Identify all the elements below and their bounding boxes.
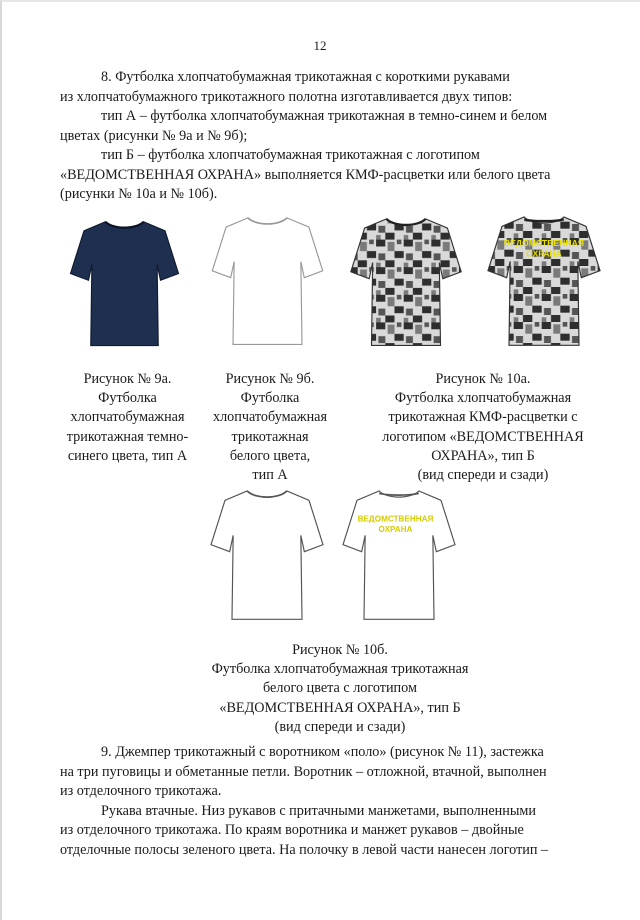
caption-fig9b	[200, 370, 340, 485]
para8-line: из хлопчатобумажного трикотажного полотна изготавливается двух типов:	[60, 88, 513, 105]
caption-line: Рисунок № 9а.	[83, 371, 172, 387]
caption-line: трикотажная темно-	[66, 428, 189, 445]
para9-line: 9. Джемпер трикотажный с воротником «поло» (рисунок № 11), застежка	[101, 744, 544, 760]
caption-line: трикотажная КМФ-расцветки с	[388, 409, 578, 426]
caption-fig10b	[170, 641, 510, 737]
para8-line: 8. Футболка хлопчатобумажная трикотажная с короткими рукавами	[101, 69, 510, 85]
caption-fig9a	[55, 370, 200, 466]
para9-line: на три пуговицы и обметанные петли. Воротник – отложной, втачной, выполнен	[60, 763, 547, 780]
caption-line: синего цвета, тип А	[67, 447, 188, 464]
para9-line: из отделочного трикотажа.	[60, 783, 222, 799]
caption-line: Футболка	[240, 390, 300, 407]
caption-line: тип А	[252, 467, 288, 484]
caption-line: белого цвета,	[229, 447, 311, 464]
caption-fig10a	[358, 370, 608, 485]
caption-line: Футболка хлопчатобумажная трикотажная	[211, 661, 469, 678]
para8-line: цветах (рисунки № 9а и № 9б);	[60, 127, 248, 144]
caption-line: Рисунок № 10б.	[292, 642, 388, 658]
caption-line: (вид спереди и сзади)	[417, 467, 549, 484]
caption-line: трикотажная	[231, 428, 309, 445]
paragraph-9	[60, 743, 582, 860]
para8-line: (рисунки № 10а и № 10б).	[60, 186, 218, 202]
page-number: 12	[313, 38, 327, 53]
tee-navy-image	[67, 215, 182, 350]
para8-line: «ВЕДОМСТВЕННАЯ ОХРАНА» выполняется КМФ-расцветки или белого цвета	[60, 166, 551, 183]
caption-line: Футболка	[98, 390, 157, 407]
caption-line: логотипом «ВЕДОМСТВЕННАЯ	[382, 428, 584, 445]
para8-line: тип Б – футболка хлопчатобумажная трикотажная с логотипом	[101, 147, 480, 163]
logo-text-line1: ВЕДОМСТВЕННАЯ	[503, 238, 585, 249]
caption-line: Рисунок № 10а.	[435, 371, 531, 387]
caption-line: «ВЕДОМСТВЕННАЯ ОХРАНА», тип Б	[219, 699, 461, 716]
para9-line: отделочные полосы зеленого цвета. На полочку в левой части нанесен логотип –	[60, 841, 549, 858]
caption-line: хлопчатобумажная	[212, 409, 327, 426]
caption-line: хлопчатобумажная	[70, 409, 185, 426]
para9-line: Рукава втачные. Низ рукавов с притачными манжетами, выполненными	[101, 802, 536, 819]
para9-line: из отделочного трикотажа. По краям воротника и манжет рукавов – двойные	[60, 822, 524, 838]
para8-line: тип А – футболка хлопчатобумажная трикотажная в темно-синем и белом	[101, 108, 548, 124]
caption-line: Футболка хлопчатобумажная	[394, 390, 572, 407]
paragraph-8	[60, 68, 582, 205]
caption-line: белого цвета с логотипом	[263, 680, 417, 697]
logo-text-line2: ОХРАНА	[526, 248, 562, 259]
caption-line: Рисунок № 9б.	[225, 371, 315, 387]
logo-text-line1: ВЕДОМСТВЕННАЯ	[357, 514, 434, 524]
logo-text-line2: ОХРАНА	[378, 524, 413, 534]
tee-white-front-image	[205, 484, 329, 624]
caption-line: ОХРАНА», тип Б	[431, 447, 535, 464]
tee-camo-front-image	[346, 212, 466, 350]
tee-white-back-image	[337, 484, 461, 624]
caption-line: (вид спереди и сзади)	[274, 718, 406, 735]
tee-white-image	[210, 210, 325, 350]
tee-camo-back-image	[483, 210, 605, 350]
